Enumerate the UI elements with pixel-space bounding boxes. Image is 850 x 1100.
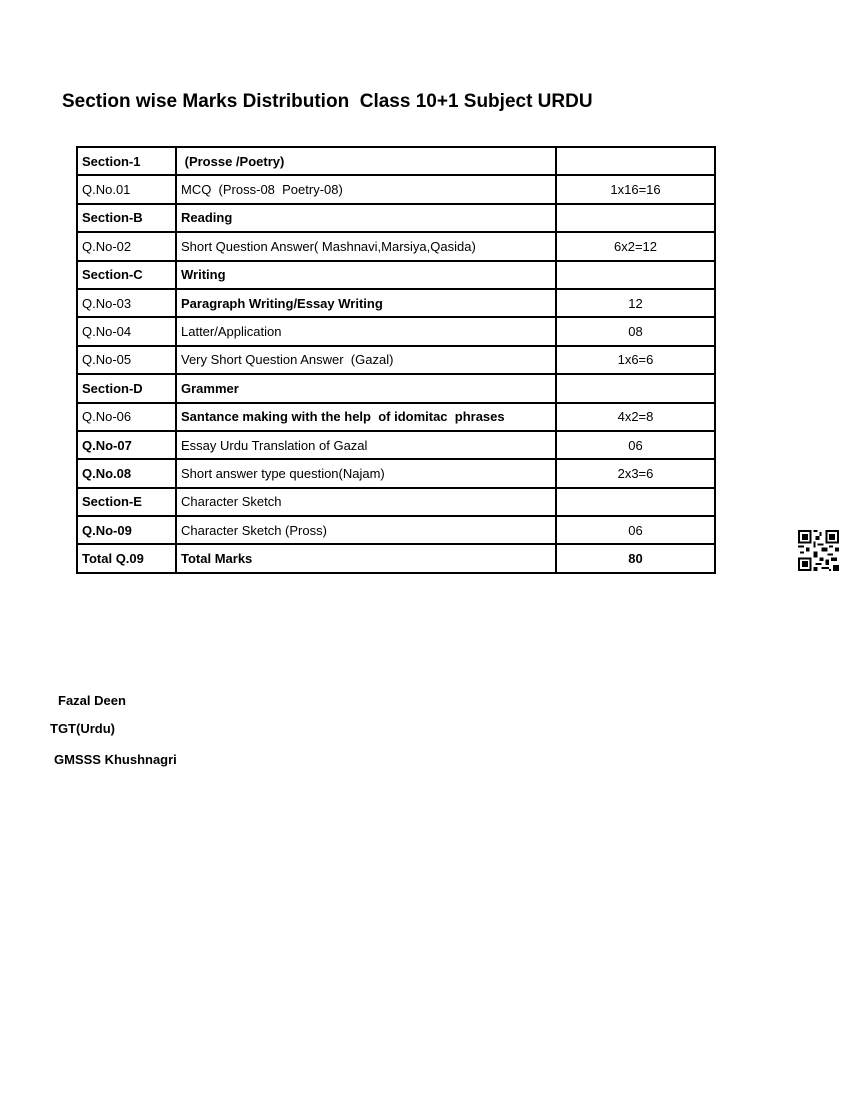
description-cell: Latter/Application	[176, 317, 556, 345]
question-number-cell: Q.No.08	[77, 459, 176, 487]
marks-cell	[556, 261, 715, 289]
marks-cell: 4x2=8	[556, 403, 715, 431]
marks-cell: 08	[556, 317, 715, 345]
question-number-cell: Q.No-04	[77, 317, 176, 345]
description-cell: Character Sketch (Pross)	[176, 516, 556, 544]
description-cell: Paragraph Writing/Essay Writing	[176, 289, 556, 317]
description-cell: Total Marks	[176, 544, 556, 572]
question-number-cell: Q.No.01	[77, 175, 176, 203]
description-cell: MCQ (Pross-08 Poetry-08)	[176, 175, 556, 203]
description-cell: Reading	[176, 204, 556, 232]
table-row	[77, 232, 715, 260]
table-row	[77, 488, 715, 516]
question-number-cell: Q.No-02	[77, 232, 176, 260]
description-cell: Grammer	[176, 374, 556, 402]
question-number-cell: Q.No-03	[77, 289, 176, 317]
description-cell: Essay Urdu Translation of Gazal	[176, 431, 556, 459]
description-cell: Santance making with the help of idomitac phrases	[176, 403, 556, 431]
table-row	[77, 459, 715, 487]
table-row	[77, 403, 715, 431]
description-cell: Short answer type question(Najam)	[176, 459, 556, 487]
marks-cell: 06	[556, 431, 715, 459]
table-row	[77, 516, 715, 544]
marks-cell	[556, 374, 715, 402]
table-row	[77, 289, 715, 317]
signatory-designation: TGT(Urdu)	[50, 721, 115, 736]
table-row	[77, 317, 715, 345]
signatory-school: GMSSS Khushnagri	[54, 752, 177, 767]
description-cell: Short Question Answer( Mashnavi,Marsiya,Qasida)	[176, 232, 556, 260]
signatory-name: Fazal Deen	[58, 693, 126, 708]
table-row	[77, 431, 715, 459]
marks-cell: 2x3=6	[556, 459, 715, 487]
marks-cell: 6x2=12	[556, 232, 715, 260]
marks-cell	[556, 488, 715, 516]
description-cell: (Prosse /Poetry)	[176, 147, 556, 175]
table-row	[77, 204, 715, 232]
question-number-cell: Section-D	[77, 374, 176, 402]
question-number-cell: Q.No-09	[77, 516, 176, 544]
table-row	[77, 346, 715, 374]
marks-cell	[556, 204, 715, 232]
question-number-cell: Section-C	[77, 261, 176, 289]
marks-cell	[556, 147, 715, 175]
marks-cell: 06	[556, 516, 715, 544]
question-number-cell: Total Q.09	[77, 544, 176, 572]
description-cell: Very Short Question Answer (Gazal)	[176, 346, 556, 374]
table-row	[77, 374, 715, 402]
marks-table	[76, 146, 716, 574]
marks-cell: 80	[556, 544, 715, 572]
question-number-cell: Section-1	[77, 147, 176, 175]
description-cell: Writing	[176, 261, 556, 289]
table-row	[77, 147, 715, 175]
qr-code-icon	[798, 530, 839, 571]
question-number-cell: Section-E	[77, 488, 176, 516]
question-number-cell: Section-B	[77, 204, 176, 232]
table-row	[77, 261, 715, 289]
marks-cell: 1x16=16	[556, 175, 715, 203]
marks-cell: 1x6=6	[556, 346, 715, 374]
document-title: Section wise Marks Distribution Class 10+1 Subject URDU	[62, 91, 593, 112]
description-cell: Character Sketch	[176, 488, 556, 516]
marks-cell: 12	[556, 289, 715, 317]
question-number-cell: Q.No-07	[77, 431, 176, 459]
table-row	[77, 175, 715, 203]
question-number-cell: Q.No-05	[77, 346, 176, 374]
table-row	[77, 544, 715, 572]
question-number-cell: Q.No-06	[77, 403, 176, 431]
